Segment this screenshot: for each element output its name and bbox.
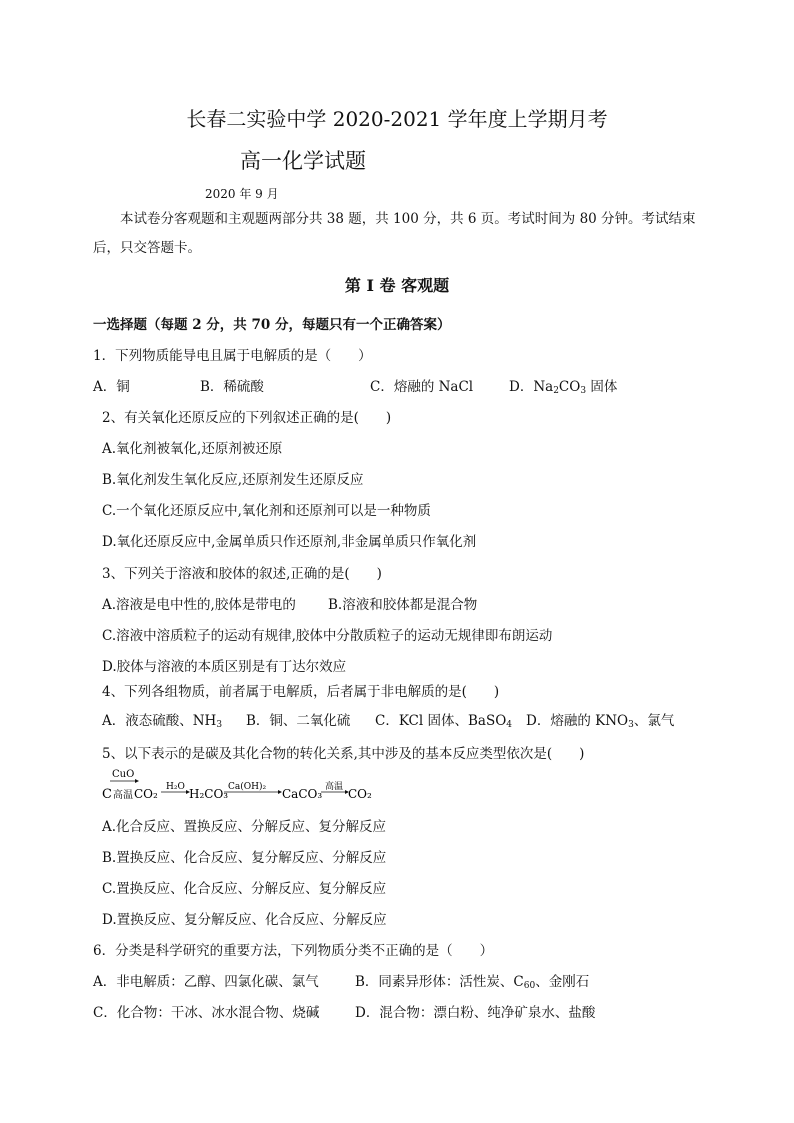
q4-stem: 4、下列各组物质，前者属于电解质，后者属于非电解质的是( ) [102,684,500,700]
q5-reaction-scheme [93,765,393,809]
scheme-cond1-bottom: 高温 [113,790,133,801]
intro-line-2: 后，只交答题卡。 [93,240,201,256]
q5-option-c: C.置换反应、化合反应、分解反应、复分解反应 [102,881,387,897]
q4-option-a: A．液态硫酸、$NH_3$ [102,713,223,730]
scheme-caco3: CaCO₃ [282,787,323,801]
q3-option-a: A.溶液是电中性的,胶体是带电的 [102,597,296,613]
q6-option-b: B．同素异形体：活性炭、$C_{60}$、金刚石 [355,974,590,991]
scheme-co2-b: CO₂ [348,787,372,801]
q6-option-c: C．化合物：干冰、冰水混合物、烧碱 [93,1005,320,1021]
exam-subtitle: 高一化学试题 [240,149,366,173]
q2-option-b: B.氧化剂发生氧化反应,还原剂发生还原反应 [102,472,364,488]
section-title: 第 Ⅰ 卷 客观题 [344,276,450,295]
q5-option-d: D.置换反应、复分解反应、化合反应、分解反应 [102,912,387,928]
q5-stem: 5、以下表示的是碳及其化合物的转化关系,其中涉及的基本反应类型依次是( ) [102,746,585,762]
scheme-arrowhead-1 [135,779,139,783]
intro-line-1: 本试卷分客观题和主观题两部分共 38 题，共 100 分，共 6 页。考试时间为 80 分钟。考试结束 [120,211,696,227]
q2-option-c: C.一个氧化还原反应中,氧化剂和还原剂可以是一种物质 [102,503,431,519]
q3-option-c: C.溶液中溶质粒子的运动有规律,胶体中分散质粒子的运动无规律即布朗运动 [102,628,553,644]
q3-stem: 3、下列关于溶液和胶体的叙述,正确的是( ) [102,566,382,582]
q4-option-d: D．熔融的 $KNO_3$、氯气 [526,713,675,730]
q1-option-b: B．稀硫酸 [200,379,264,395]
section-instructions: 一选择题（每题 2 分，共 70 分，每题只有一个正确答案） [93,317,451,333]
q2-option-d: D.氧化还原反应中,金属单质只作还原剂,非金属单质只作氧化剂 [102,534,477,550]
q3-option-d: D.胶体与溶液的本质区别是有丁达尔效应 [102,659,347,675]
q5-option-b: B.置换反应、化合反应、复分解反应、分解反应 [102,850,387,866]
q6-stem: 6．分类是科学研究的重要方法，下列物质分类不正确的是（ ） [93,943,494,959]
scheme-cond1-top: CuO [112,769,135,780]
q6-option-d: D．混合物：漂白粉、纯净矿泉水、盐酸 [355,1005,596,1021]
exam-title: 长春二实验中学 2020-2021 学年度上学期月考 [186,107,608,131]
scheme-c: C [102,787,112,802]
q4-option-c: C．KCl 固体、BaSO$_4$ [375,713,513,730]
q4-option-b: B．铜、二氧化硫 [246,713,351,729]
q1-option-a: A．铜 [93,379,130,395]
q2-stem: 2、有关氧化还原反应的下列叙述正确的是( ) [102,410,392,426]
q2-option-a: A.氧化剂被氧化,还原剂被还原 [102,441,283,457]
q1-stem: 1．下列物质能导电且属于电解质的是（ ） [93,348,372,364]
q5-option-a: A.化合反应、置换反应、分解反应、复分解反应 [102,819,387,835]
q1-option-c: C．熔融的 NaCl [370,379,474,395]
q1-option-d: D．$Na_2CO_3$ 固体 [509,379,618,396]
scheme-h2co3: H₂CO₃ [189,787,229,801]
scheme-cond2: H₂O [166,782,185,792]
q6-option-a: A．非电解质：乙醇、四氯化碳、氯气 [93,974,319,990]
exam-date: 2020 年 9 月 [205,187,279,201]
scheme-co2: CO₂ [134,787,158,801]
q3-option-b: B.溶液和胶体都是混合物 [328,597,478,613]
scheme-cond3: Ca(OH)₂ [228,782,267,792]
scheme-cond4: 高温 [325,782,344,792]
